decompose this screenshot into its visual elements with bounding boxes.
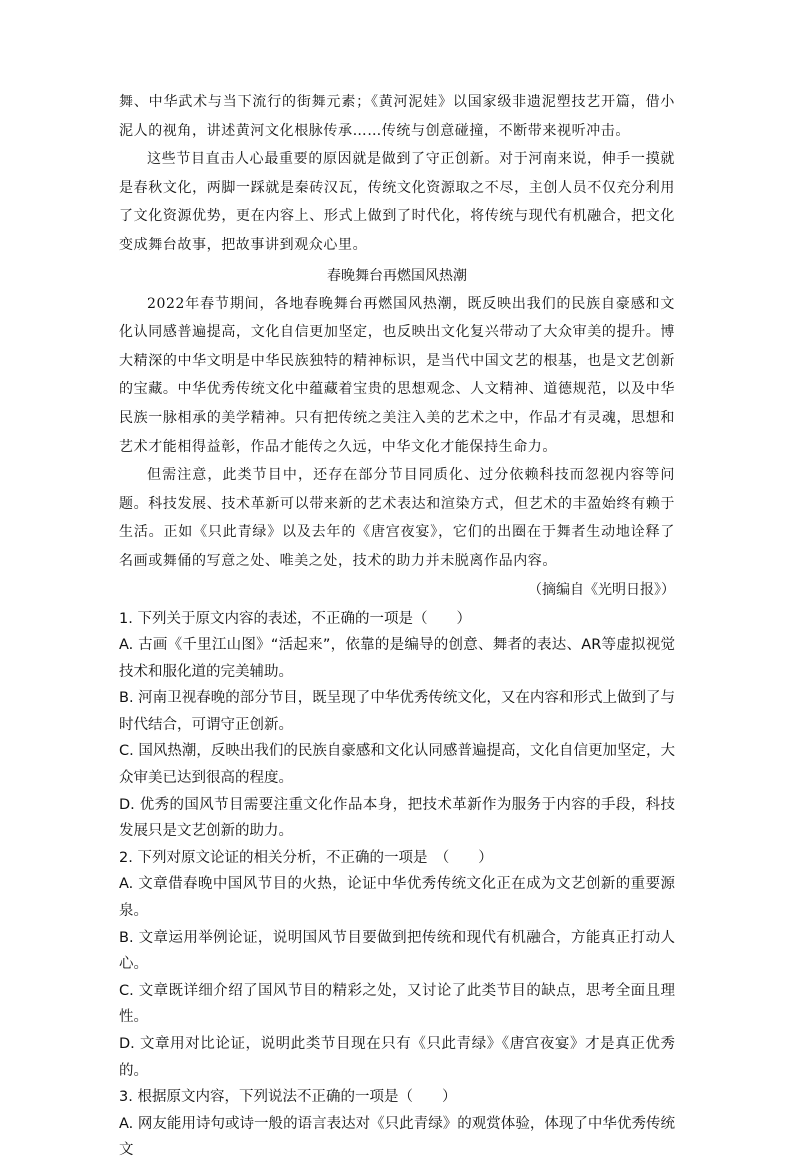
source-citation: （摘编自《光明日报》） [528,581,675,598]
passage-paragraph-2: 这些节目直击人心最重要的原因就是做到了守正创新。对于河南来说，伸手一摸就是春秋文化，两脚一踩就是秦砖汉瓦，传统文化资源取之不尽，主创人员不仅充分利用了文化资源优势，更在内容上、形式上做到了时代化，将传统与现代有机融合，把文化变成舞台故事，把故事讲到观众心里。 [119,151,675,253]
question-3-option-a: A. 网友能用诗句或诗一般的语言表达对《只此青绿》的观赏体验，体现了中华优秀传统文 [119,1115,675,1159]
passage-paragraph-1: 舞、中华武术与当下流行的街舞元素；《黄河泥娃》以国家级非遗泥塑技艺开篇，借小泥人的视角，讲述黄河文化根脉传承……传统与创意碰撞，不断带来视听冲击。 [119,94,675,139]
passage-paragraph-4: 但需注意，此类节目中，还存在部分节目同质化、过分依赖科技而忽视内容等问题。科技发展、技术革新可以带来新的艺术表达和渲染方式，但艺术的丰盈始终有赖于生活。正如《只此青绿》以及去年的《唐宫夜宴》，它们的出圈在于舞者生动地诠释了名画或舞俑的写意之处、唯美之处，技术的助力并未脱离作品内容。 [119,467,675,569]
question-1 [119,606,675,845]
passage-paragraph-3: 2022年春节期间，各地春晚舞台再燃国风热潮，既反映出我们的民族自豪感和文化认同感普遍提高，文化自信更加坚定，也反映出文化复兴带动了大众审美的提升。博大精深的中华文明是中华民族独特的精神标识，是当代中国文艺的根基，也是文艺创新的宝藏。中华优秀传统文化中蕴藏着宝贵的思想观念、人文精神、道德规范，以及中华民族一脉相承的美学精神。只有把传统之美注入美的艺术之中，作品才有灵魂，思想和艺术才能相得益彰，作品才能传之久远，中华文化才能保持生命力。 [119,295,675,455]
question-1-option-b: B. 河南卫视春晚的部分节目，既呈现了中华优秀传统文化，又在内容和形式上做到了与时代结合，可谓守正创新。 [119,690,675,733]
question-2-stem: 2. 下列对原文论证的相关分析，不正确的一项是 （ ） [119,849,493,866]
question-3 [119,1084,675,1164]
question-2-option-c: C. 文章既详细介绍了国风节目的精彩之处，又讨论了此类节目的缺点，思考全面且理性。 [119,982,675,1026]
section-subtitle: 春晚舞台再燃国风热潮 [327,267,467,284]
question-1-option-a: A. 古画《千里江山图》“活起来”，依靠的是编导的创意、舞者的表达、AR等虚拟视觉技术和服化道的完美辅助。 [119,637,675,680]
question-2 [119,845,675,1084]
question-2-option-b: B. 文章运用举例论证，说明国风节目要做到把传统和现代有机融合，方能真正打动人心。 [119,929,675,973]
question-2-option-d: D. 文章用对比论证，说明此类节目现在只有《只此青绿》《唐宫夜宴》才是真正优秀的。 [119,1036,675,1079]
questions-section [119,606,675,1164]
question-1-option-d: D. 优秀的国风节目需要注重文化作品本身，把技术革新作为服务于内容的手段，科技发展只是文艺创新的助力。 [119,796,675,840]
question-1-option-c: C. 国风热潮，反映出我们的民族自豪感和文化认同感普遍提高，文化自信更加坚定，大众审美已达到很高的程度。 [119,743,675,787]
document-page [119,88,675,1164]
question-2-option-a: A. 文章借春晚中国风节目的火热，论证中华优秀传统文化正在成为文艺创新的重要源泉。 [119,876,675,920]
question-3-stem: 3. 根据原文内容，下列说法不正确的一项是（ ） [119,1089,457,1106]
question-1-stem: 1. 下列关于原文内容的表述，不正确的一项是（ ） [119,610,471,627]
